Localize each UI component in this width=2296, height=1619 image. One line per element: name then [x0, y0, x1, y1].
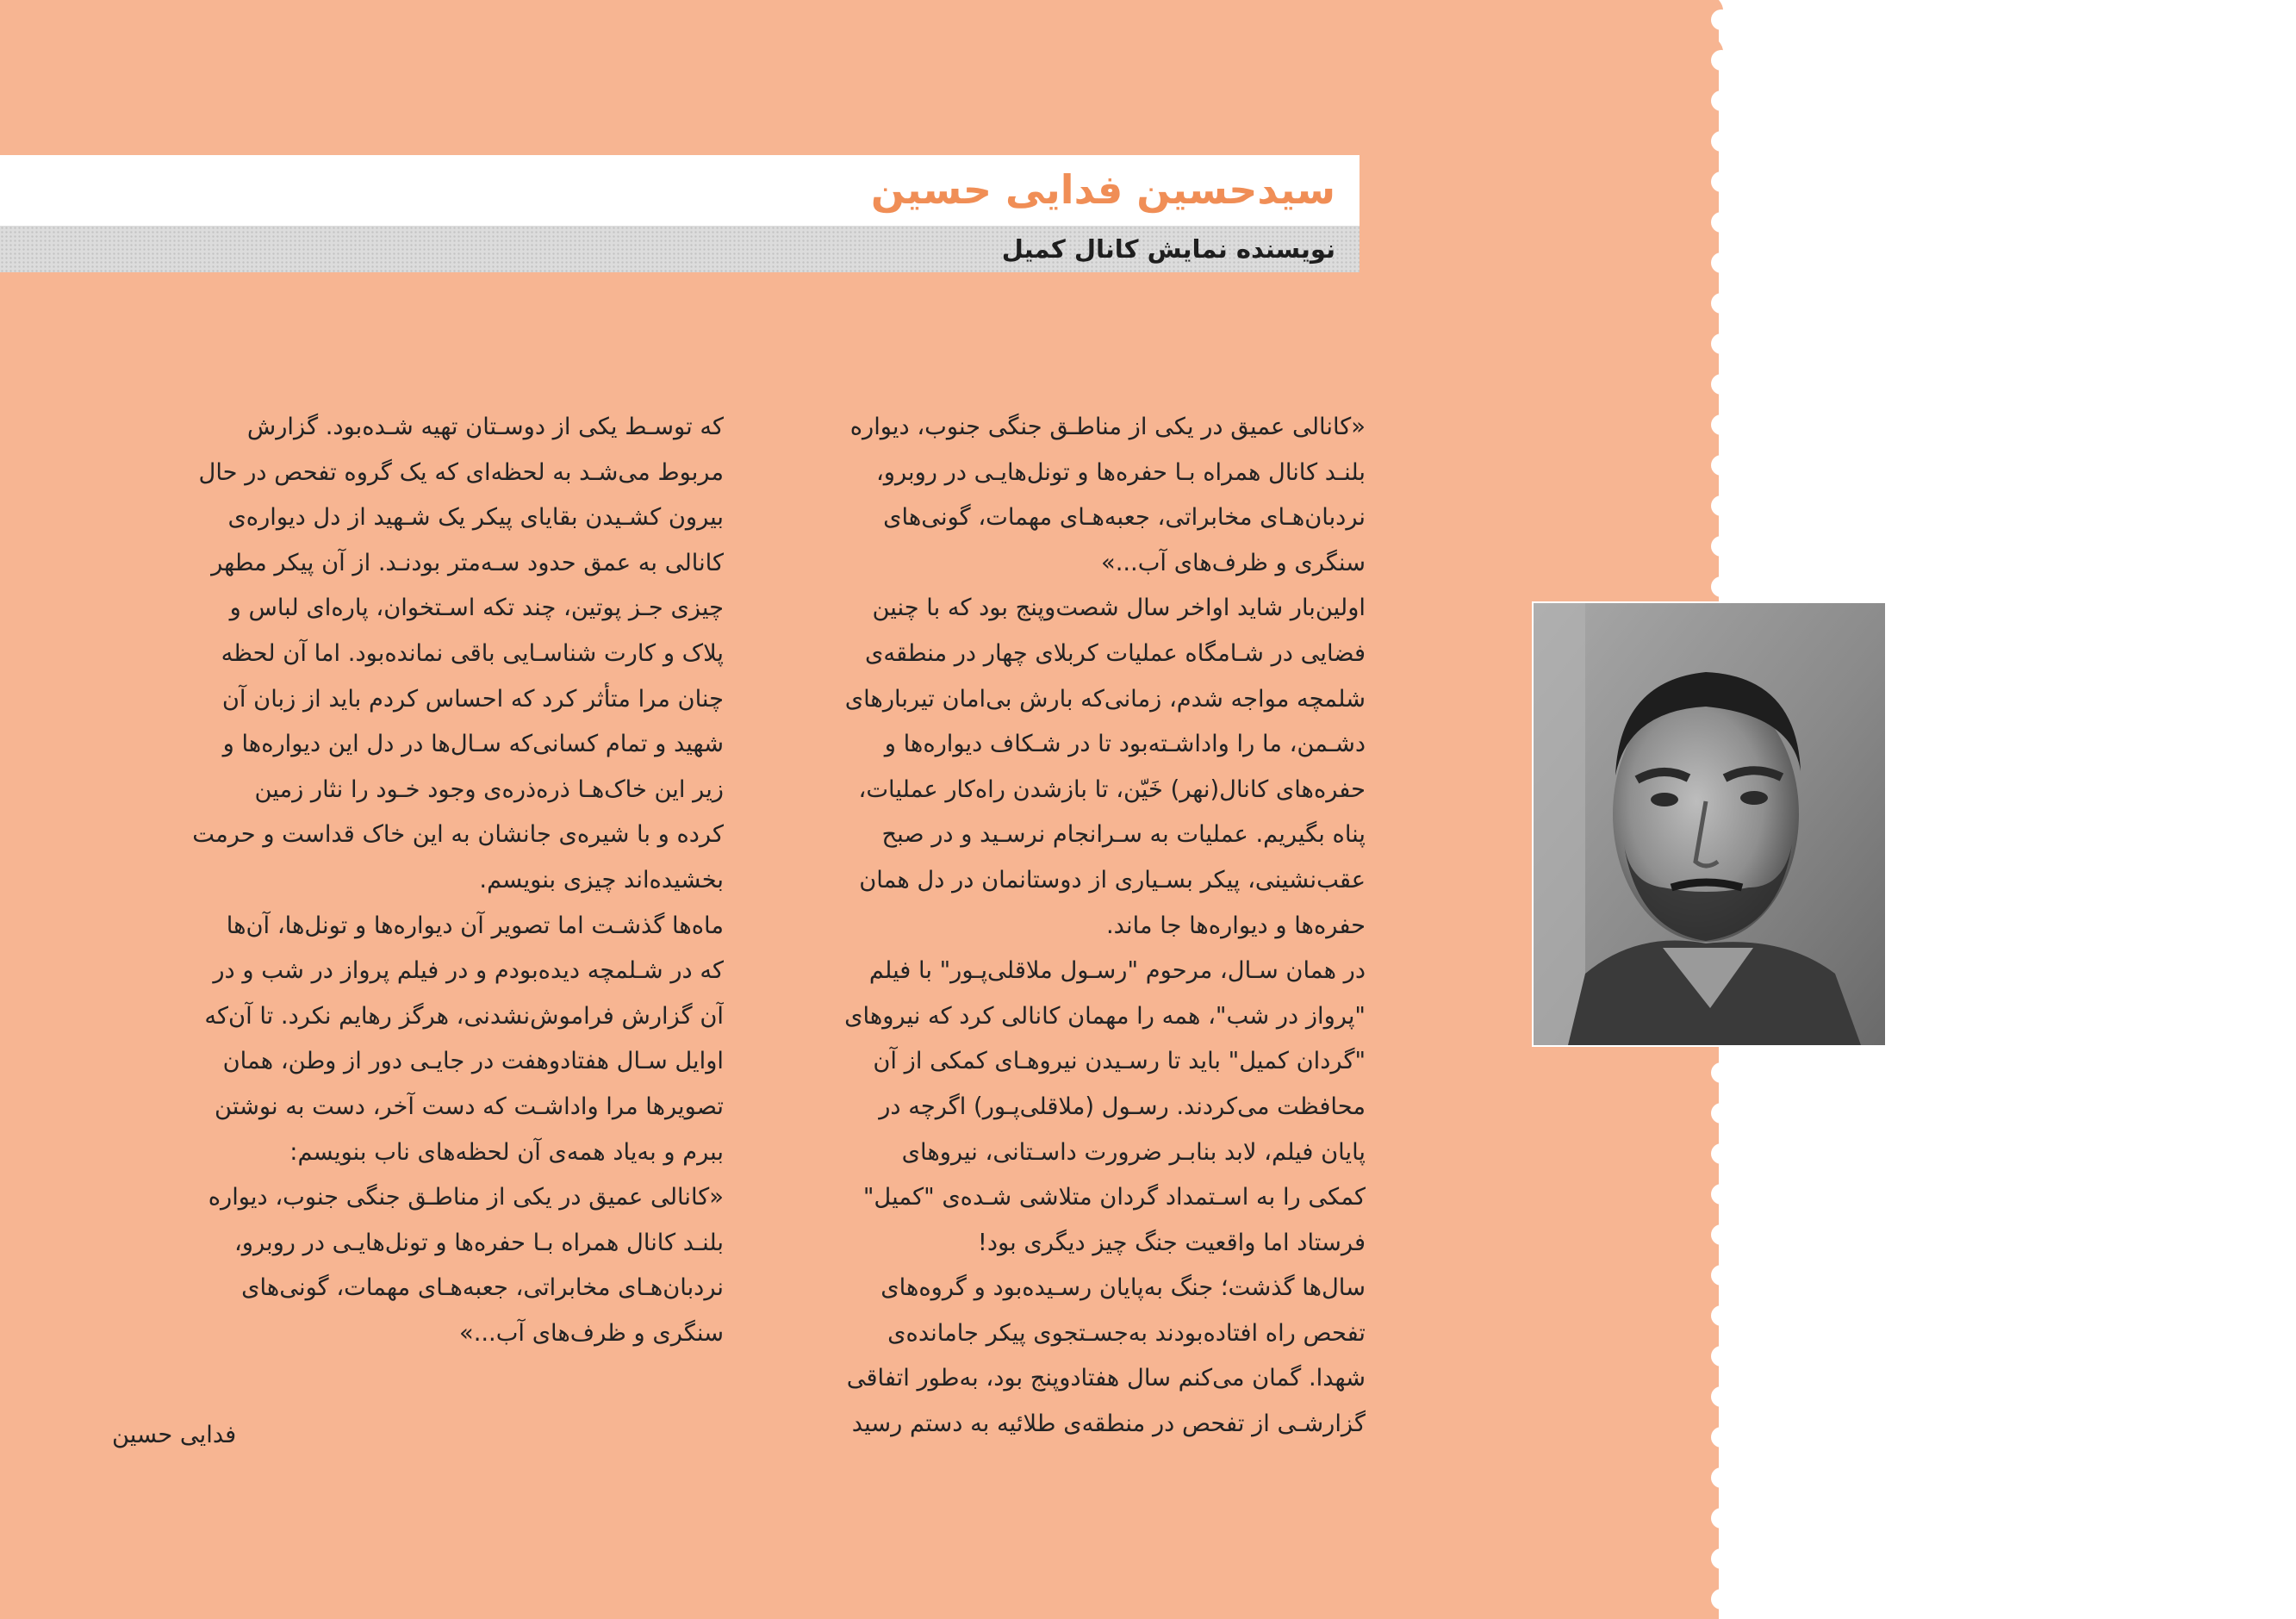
title-band	[0, 155, 1360, 226]
text-line: تفحص راه افتاده‌بودند به‌جسـتجوی پیکر جامانده‌ی	[887, 1319, 1366, 1347]
text-line: حفره‌های کانال(نهر) خَیّن، تا بازشدن راه‌کار عملیات،	[858, 775, 1366, 803]
author-signature: فدایی حسین	[112, 1422, 237, 1448]
text-line: که در شـلمچه دیده‌بودم و در فیلم پرواز در شب و در	[213, 957, 724, 985]
text-line: چنان مرا متأثر کرد که احساس کردم باید از زبان آن	[221, 685, 724, 713]
text-line: شهدا. گمان می‌کنم سال هفتادوپنج بود، به‌طور اتفاقی	[846, 1365, 1366, 1392]
text-line: که توسـط یکی از دوسـتان تهیه شـده‌بود. گزارش	[246, 414, 724, 440]
text-line: نردبان‌هـای مخابراتی، جعبه‌هـای مهمات، گونی‌های	[883, 504, 1366, 532]
text-line: پایان فیلم، لابد بنابـر ضرورت داسـتانی، نیروهای	[901, 1138, 1366, 1166]
text-line: پناه بگیریم. عملیات به سـرانجام نرسـید و در صبح	[881, 821, 1366, 849]
text-line: «کانالی عمیق در یکی از مناطـق جنگی جنوب، دیواره	[208, 1184, 724, 1211]
portrait-photo	[1534, 603, 1885, 1045]
text-line: نردبان‌هـای مخابراتی، جعبه‌هـای مهمات، گونی‌های	[241, 1274, 724, 1302]
text-line: شلمچه مواجه شدم، زمانی‌که بارش بی‌امان تیربارهای	[844, 685, 1366, 713]
text-line: عقب‌نشینی، پیکر بسـیاری از دوستانمان در دل همان	[859, 866, 1366, 894]
text-line: آن گزارش فراموش‌نشدنی، هرگز رهایم نکرد. تا آن‌که	[204, 1002, 724, 1030]
text-line: گزارشـی از تفحص در منطقه‌ی طلائیه به دستم رسید	[851, 1410, 1366, 1438]
text-line: "گردان کمیل" باید تا رسـیدن نیروهـای کمکی از آن	[873, 1048, 1366, 1075]
text-line: بلنـد کانال همراه بـا حفره‌ها و تونل‌هایـی در روبرو،	[875, 458, 1366, 486]
text-line: زیر این خاک‌هـا ذره‌ذره‌ی وجود خـود را نثار زمین	[254, 775, 724, 803]
text-line: کرده و با شیره‌ی جانشان به این خاک قداست و حرمت	[192, 821, 724, 849]
text-line: "پرواز در شب"، همه را مهمان کانالی کرد که نیروهای	[844, 1002, 1366, 1030]
text-line: بیرون کشـیدن بقایای پیکر یک شـهید از دل دیواره‌ی	[227, 504, 724, 532]
text-line: چیزی جـز پوتین، چند تکه اسـتخوان، پاره‌ای لباس و	[229, 595, 724, 622]
article-column-right	[758, 405, 1366, 1448]
text-line: شهید و تمام کسانی‌که سـال‌ها در دل این دیواره‌ها و	[222, 731, 724, 758]
text-line: دشـمن، ما را واداشـته‌بود تا در شـکاف دیواره‌ها و	[884, 731, 1366, 758]
text-line: سنگری و ظرف‌های آب...»	[1101, 549, 1366, 576]
text-line: فرستاد اما واقعیت جنگ چیز دیگری بود!	[977, 1229, 1366, 1256]
author-portrait	[1532, 601, 1887, 1047]
text-line: سنگری و ظرف‌های آب...»	[459, 1319, 724, 1347]
text-line: اولین‌بار شاید اواخر سال شصت‌وپنج بود که با چنین	[872, 595, 1366, 622]
text-line: اوایل سـال هفتادوهفت در جایـی دور از وطن، همان	[222, 1048, 724, 1075]
text-line: در همان سـال، مرحوم "رسـول ملاقلی‌پـور" با فیلم	[868, 957, 1366, 985]
subtitle-band	[0, 226, 1360, 272]
text-line: محافظت می‌کردند. رسـول (ملاقلی‌پـور) اگرچه در	[879, 1093, 1366, 1120]
text-line: پلاک و کارت شناسـایی باقی نمانده‌بود. اما آن لحظه	[221, 639, 724, 667]
text-line: کانالی به عمق حدود سـه‌متر بودنـد. از آن پیکر مطهر	[211, 549, 724, 576]
text-line: حفره‌ها و دیواره‌ها جا ماند.	[1105, 912, 1366, 939]
text-line: بلنـد کانال همراه بـا حفره‌ها و تونل‌هایـی در روبرو،	[233, 1229, 724, 1256]
text-line: «کانالی عمیق در یکی از مناطـق جنگی جنوب، دیواره	[849, 414, 1366, 440]
text-line: سال‌ها گذشت؛ جنگ به‌پایان رسـیده‌بود و گروه‌های	[880, 1274, 1366, 1302]
page-title: سیدحسین فدایی حسین	[870, 166, 1335, 213]
article-column-left	[112, 405, 724, 1356]
text-line: تصویرها مرا واداشـت که دست آخر، دست به نوشتن	[214, 1093, 724, 1120]
text-line: مربوط می‌شـد به لحظه‌ای که یک گروه تفحص در حال	[198, 458, 724, 486]
text-line: بخشیده‌اند چیزی بنویسم.	[479, 866, 724, 894]
text-line: ببرم و به‌یاد همه‌ی آن لحظه‌های ناب بنویسم:	[289, 1138, 724, 1166]
text-line: ماه‌ها گذشـت اما تصویر آن دیواره‌ها و تونل‌ها، آن‌ها	[226, 912, 724, 939]
text-line: کمکی را به اسـتمداد گردان متلاشی شـده‌ی "کمیل"	[862, 1184, 1366, 1211]
author-subtitle: نویسنده نمایش کانال کمیل	[1001, 234, 1335, 264]
text-line: فضایی در شـامگاه عملیات کربلای چهار در منطقه‌ی	[865, 639, 1366, 667]
